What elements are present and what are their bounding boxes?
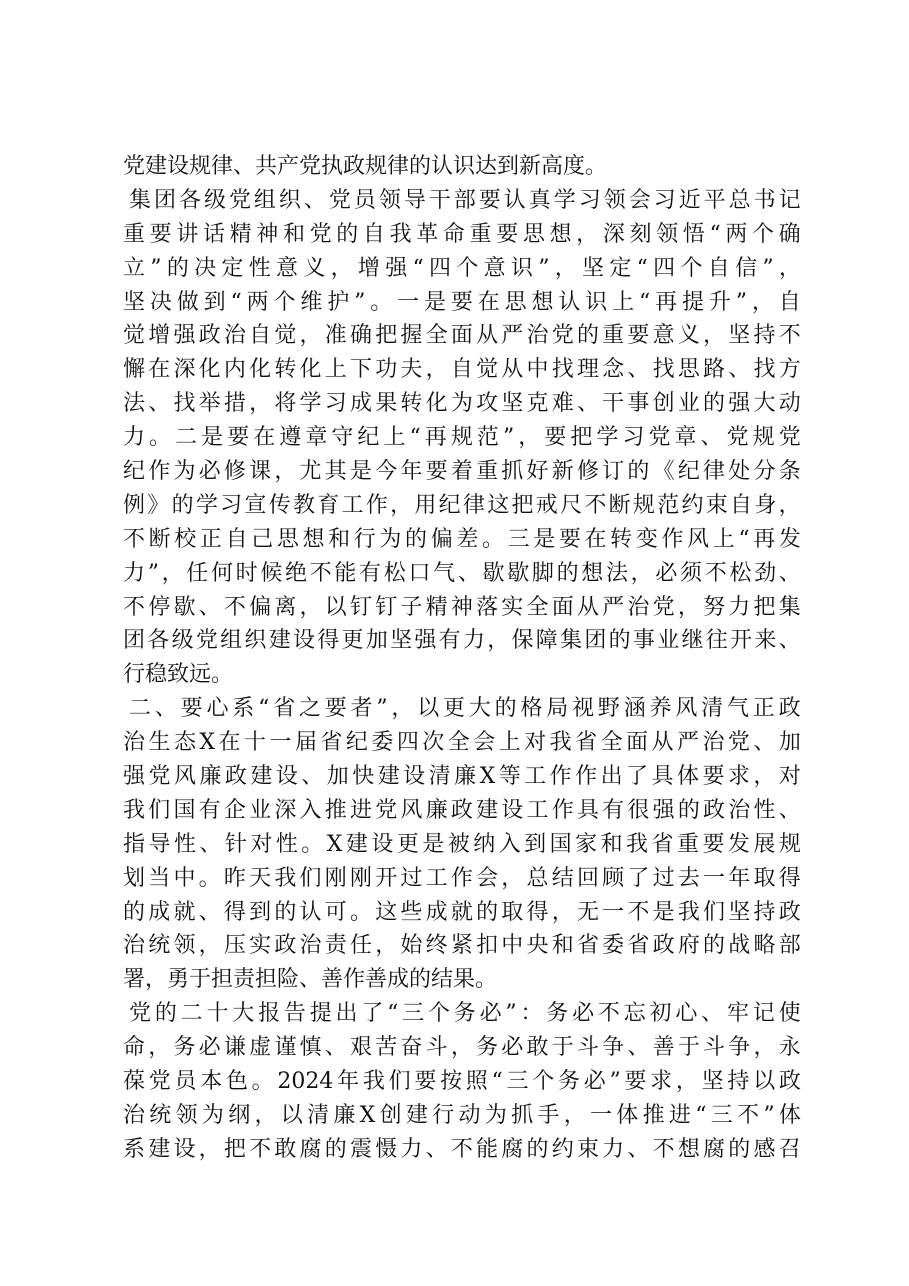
text-line: 署，勇于担责担险、善作善成的结果。 (123, 967, 498, 993)
text-line: 不 断 校 正 自 己 思 想 和 行 为 的 偏 差 。 三 是 要 在 转 变 作 风 上 “ 再 发 (123, 526, 801, 552)
text-line: 葆 党 员 本 色 。 2024 年 我 们 要 按 照 “ 三 个 务 必 ” 要 求 ， 坚 持 以 政 (123, 1069, 801, 1095)
text-line: 懈 在 深 化 内 化 转 化 上 下 功 夫 ， 自 觉 从 中 找 理 念 、 找 思 路 、 找 方 (123, 357, 801, 383)
text-line: 力 ” ， 任 何 时 候 绝 不 能 有 松 口 气 、 歇 歇 脚 的 想 法 ， 必 须 不 松 劲 、 (123, 560, 801, 586)
text-line: 治 统 领 ， 压 实 政 治 责 任 ， 始 终 紧 扣 中 央 和 省 委 省 政 府 的 战 略 部 (123, 933, 801, 959)
body-text (123, 150, 801, 1167)
text-line: 例 》 的 学 习 宣 传 教 育 工 作 ， 用 纪 律 这 把 戒 尺 不 断 规 范 约 束 自 身 ， (123, 492, 801, 518)
paragraph-start-line: 集 团 各 级 党 组 织 、 党 员 领 导 干 部 要 认 真 学 习 领 会 习 近 平 总 书 记 (129, 187, 801, 213)
text-line: 党建设规律、共产党执政规律的认识达到新高度。 (123, 154, 608, 179)
text-line: 行稳致远。 (123, 662, 234, 688)
text-line: 法 、 找 举 措 ， 将 学 习 成 果 转 化 为 攻 坚 克 难 、 干 事 创 业 的 强 大 动 (123, 391, 801, 417)
text-line: 命 ， 务 必 谦 虚 谨 慎 、 艰 苦 奋 斗 ， 务 必 敢 于 斗 争 、 善 于 斗 争 ， 永 (123, 1035, 801, 1061)
text-line: 强 党 风 廉 政 建 设 、 加 快 建 设 清 廉 X 等 工 作 作 出 了 具 体 要 求 ， 对 (123, 764, 801, 790)
paragraph-start-line: 党 的 二 十 大 报 告 提 出 了 “ 三 个 务 必 ” ： 务 必 不 忘 初 心 、 牢 记 使 (129, 1001, 801, 1027)
text-line: 不 停 歇 、 不 偏 离 ， 以 钉 钉 子 精 神 落 实 全 面 从 严 治 党 ， 努 力 把 集 (123, 594, 801, 620)
text-line: 划 当 中 。 昨 天 我 们 刚 刚 开 过 工 作 会 ， 总 结 回 顾 了 过 去 一 年 取 得 (123, 865, 801, 891)
text-line: 纪 作 为 必 修 课 ， 尤 其 是 今 年 要 着 重 抓 好 新 修 订 的 《 纪 律 处 分 条 (123, 459, 801, 485)
text-line: 指 导 性 、 针 对 性 。 X 建 设 更 是 被 纳 入 到 国 家 和 我 省 重 要 发 展 规 (123, 831, 801, 857)
text-line: 系 建 设 ， 把 不 敢 腐 的 震 慑 力 、 不 能 腐 的 约 束 力 、 不 想 腐 的 感 召 (123, 1136, 801, 1162)
paragraph-start-line: 二 、 要 心 系 “ 省 之 要 者 ” ， 以 更 大 的 格 局 视 野 涵 养 风 清 气 正 政 (129, 696, 801, 722)
text-line: 治 生 态 X 在 十 一 届 省 纪 委 四 次 全 会 上 对 我 省 全 面 从 严 治 党 、 加 (123, 730, 801, 756)
text-line: 坚 决 做 到 “ 两 个 维 护 ” 。 一 是 要 在 思 想 认 识 上 “ 再 提 升 ” ， 自 (123, 289, 801, 315)
text-line: 我 们 国 有 企 业 深 入 推 进 党 风 廉 政 建 设 工 作 具 有 很 强 的 政 治 性 、 (123, 797, 801, 823)
text-line: 力 。 二 是 要 在 遵 章 守 纪 上 “ 再 规 范 ” ， 要 把 学 习 党 章 、 党 规 党 (123, 425, 801, 451)
text-line: 立 ” 的 决 定 性 意 义 ， 增 强 “ 四 个 意 识 ” ， 坚 定 “ 四 个 自 信 ” ， (123, 255, 801, 281)
text-line: 重 要 讲 话 精 神 和 党 的 自 我 革 命 重 要 思 想 ， 深 刻 领 悟 “ 两 个 确 (123, 221, 801, 247)
text-line: 觉 增 强 政 治 自 觉 ， 准 确 把 握 全 面 从 严 治 党 的 重 要 意 义 ， 坚 持 不 (123, 323, 801, 349)
text-line: 团 各 级 党 组 织 建 设 得 更 加 坚 强 有 力 ， 保 障 集 团 的 事 业 继 往 开 来 、 (123, 628, 801, 654)
text-line: 的 成 就 、 得 到 的 认 可 。 这 些 成 就 的 取 得 ， 无 一 不 是 我 们 坚 持 政 (123, 899, 801, 925)
text-line: 治 统 领 为 纲 ， 以 清 廉 X 创 建 行 动 为 抓 手 ， 一 体 推 进 “ 三 不 ” 体 (123, 1102, 801, 1128)
